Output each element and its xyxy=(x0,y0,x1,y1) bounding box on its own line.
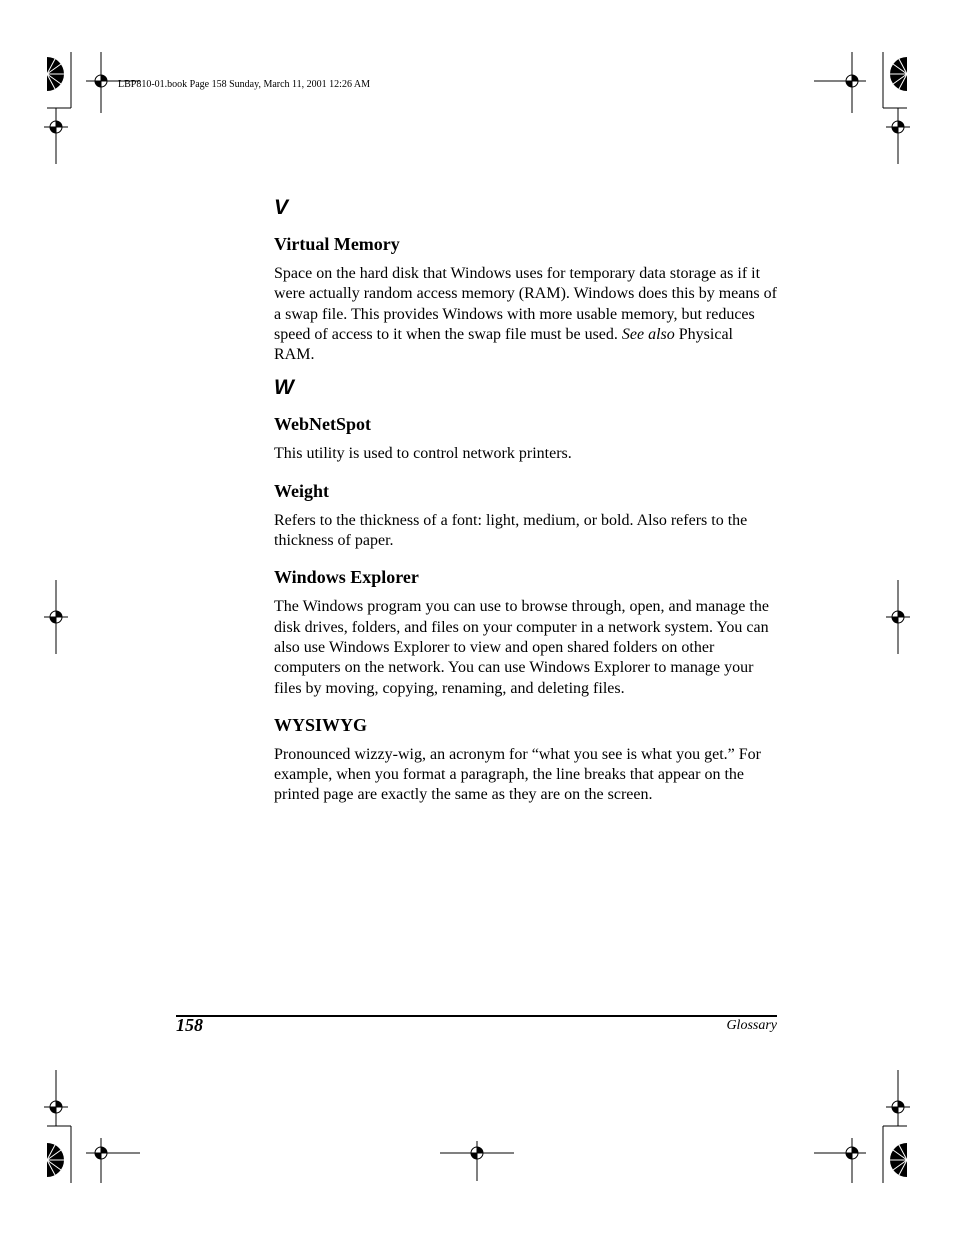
page-number: 158 xyxy=(176,1015,203,1035)
glossary-term: WYSIWYG xyxy=(274,714,368,735)
footer-section-name: Glossary xyxy=(726,1018,777,1033)
see-also-target: Physical RAM. xyxy=(274,325,733,364)
glossary-term: Windows Explorer xyxy=(274,567,419,588)
glossary-definition: Pronounced wizzy-wig, an acronym for “what you see is what you get.” For example, when you format a paragraph, the line breaks that appear on the printed page are exactly the same as they are on the screen. xyxy=(274,745,761,804)
glossary-definition: Space on the hard disk that Windows uses for temporary data storage as if it were actually random access memory (RAM). Windows does this by means of a swap file. This provides Windows with more usable memory, but reduces speed of access to it when the swap file must be used. See also Physical RAM. xyxy=(274,265,777,364)
footer-rule xyxy=(176,1015,777,1017)
print-slug: LBP810-01.book Page 158 Sunday, March 11, 2001 12:26 AM xyxy=(118,79,371,90)
section-letter: V xyxy=(274,196,289,219)
glossary-definition: This utility is used to control network printers. xyxy=(274,445,572,463)
glossary-content xyxy=(274,196,777,817)
glossary-term: Virtual Memory xyxy=(274,234,400,254)
glossary-definition: Refers to the thickness of a font: light, medium, or bold. Also refers to the thickness of paper. xyxy=(274,511,748,550)
glossary-definition: The Windows program you can use to browse through, open, and manage the disk drives, folders, and files on your computer in a network system. You can also use Windows Explorer to view and open shared folders on other computers on the network. You can use Windows Explorer to manage your files by moving, copying, renaming, and deleting files. xyxy=(274,598,769,697)
glossary-term: Weight xyxy=(274,480,330,501)
see-also-label: See also xyxy=(621,325,675,343)
section-letter: W xyxy=(274,376,294,400)
glossary-term: WebNetSpot xyxy=(274,414,372,435)
